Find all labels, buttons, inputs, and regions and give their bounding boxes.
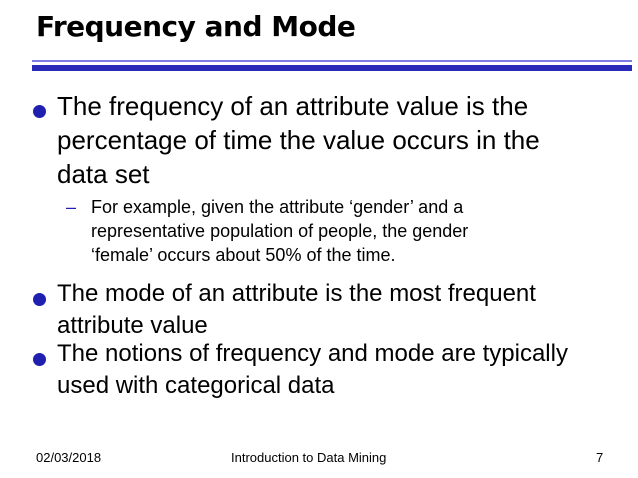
sub-bullet-dash-icon: – — [66, 197, 77, 217]
bullet-line: attribute value — [57, 312, 208, 339]
bullet-dot-icon — [33, 353, 46, 366]
bullet-line: The mode of an attribute is the most frequent — [57, 280, 536, 307]
sub-bullet-line: For example, given the attribute ‘gender’ and a — [91, 197, 464, 217]
bullet-dot-icon — [33, 293, 46, 306]
footer-page-number: 7 — [596, 450, 604, 465]
bullet-line: The notions of frequency and mode are typically — [57, 340, 568, 367]
footer-date: 02/03/2018 — [36, 450, 102, 465]
bullet-item-2 — [33, 280, 536, 339]
slide-title: Frequency and Mode — [36, 10, 356, 43]
footer-title: Introduction to Data Mining — [231, 450, 387, 465]
sub-bullet-line: representative population of people, the gender — [91, 221, 469, 241]
bullet-line: percentage of time the value occurs in the — [57, 125, 540, 155]
bullet-item-3 — [33, 340, 568, 399]
bullet-text-3 — [57, 338, 568, 402]
bullet-line: The frequency of an attribute value is the — [57, 91, 529, 121]
sub-bullet-text — [91, 195, 468, 267]
bullet-text-1 — [57, 89, 540, 191]
title-rule-thick — [32, 65, 632, 71]
bullet-text-2 — [57, 278, 536, 342]
sub-bullet-line: ‘female’ occurs about 50% of the time. — [91, 245, 396, 265]
bullet-line: used with categorical data — [57, 372, 335, 399]
bullet-dot-icon — [33, 105, 46, 118]
bullet-line: data set — [57, 159, 150, 189]
bullet-item-1 — [33, 91, 540, 189]
title-rule-thin — [32, 60, 632, 62]
